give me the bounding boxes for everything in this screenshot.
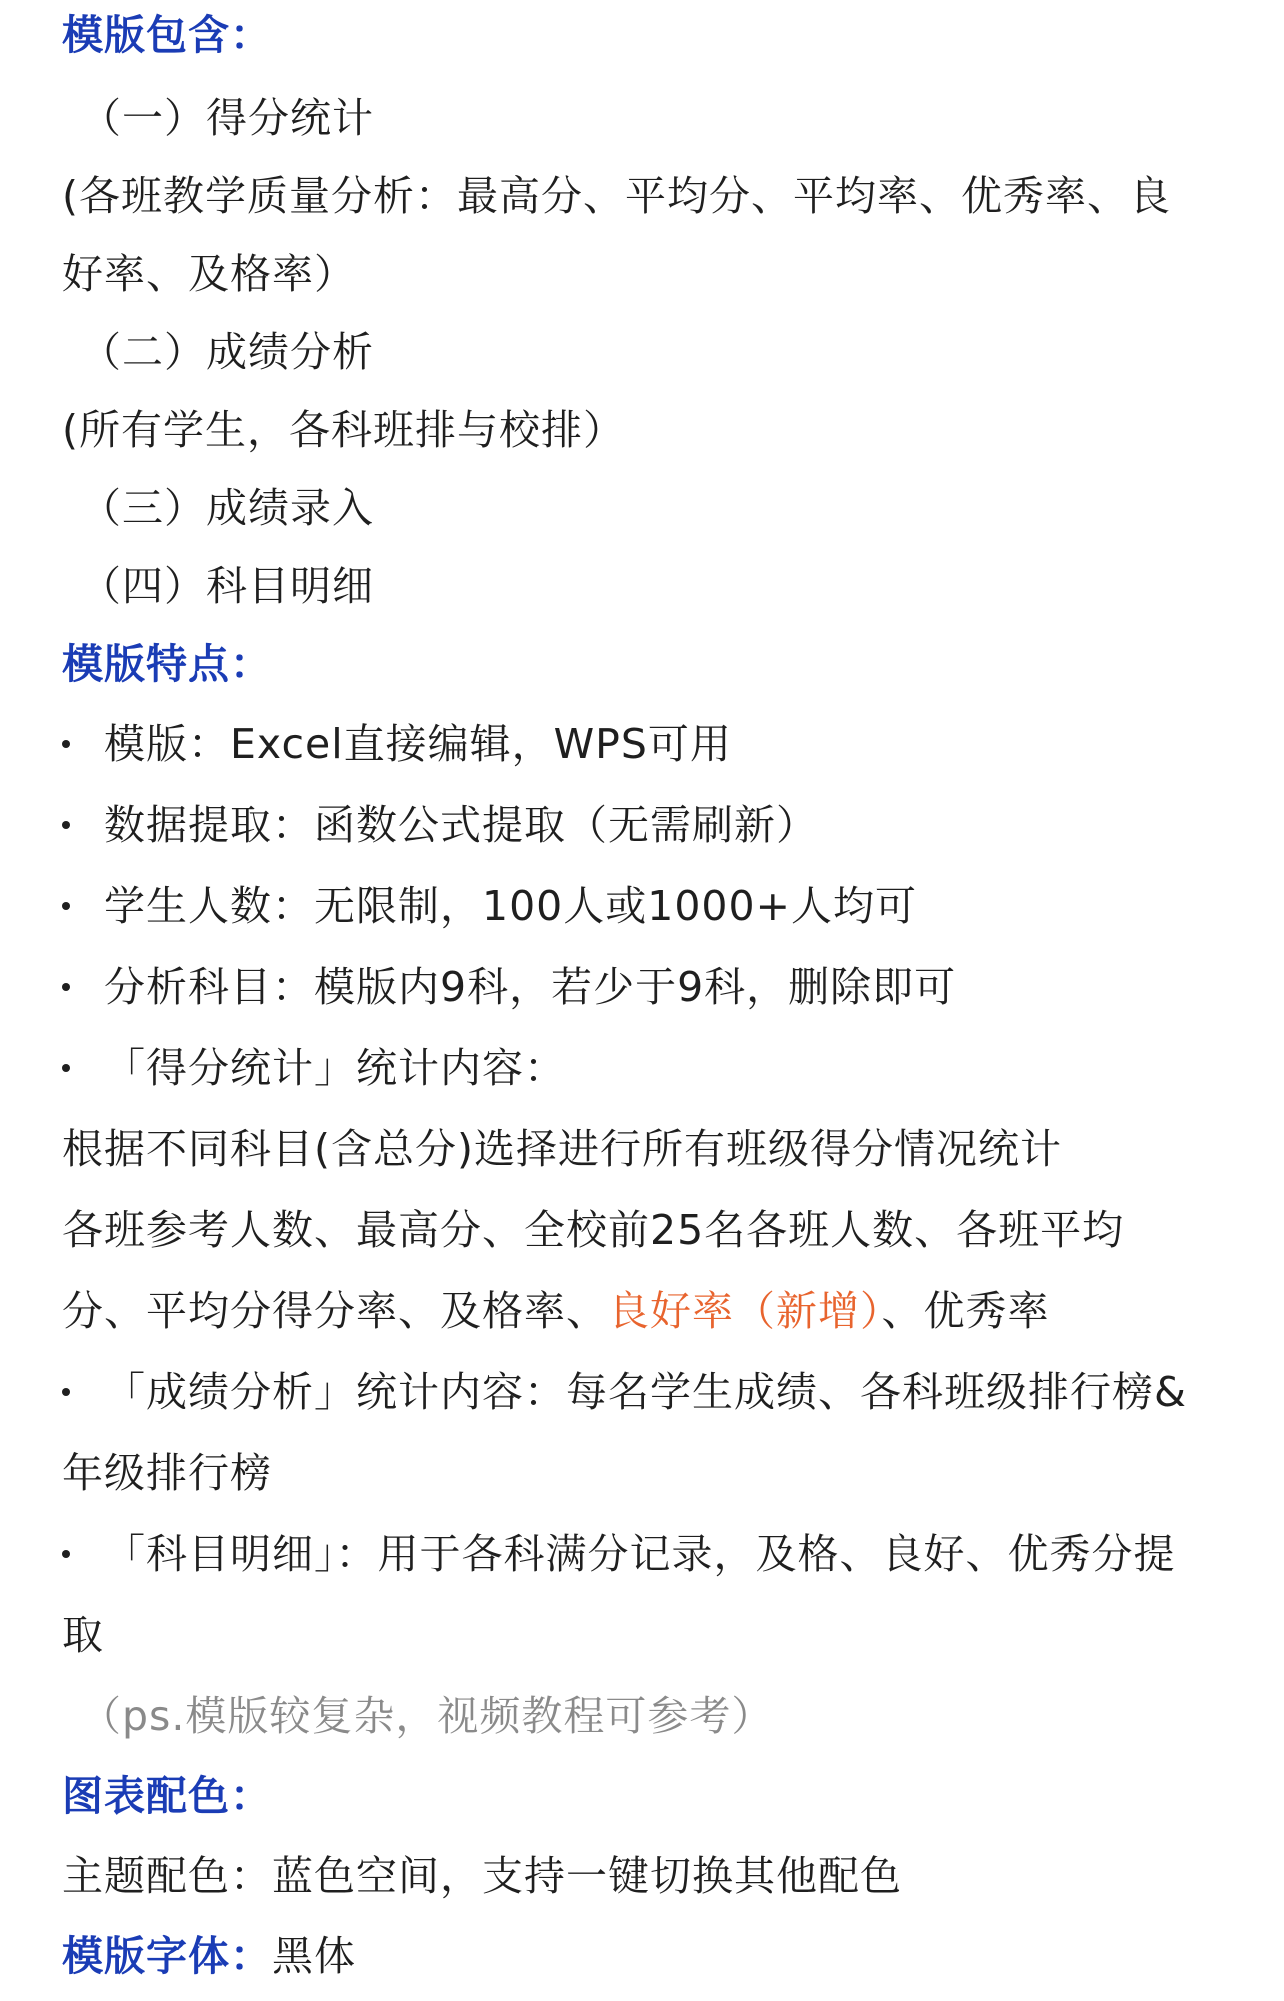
feature-text: 「科目明细」：用于各科满分记录，及格、良好、优秀分提 <box>104 1530 1176 1578</box>
feature-text: 模版：Excel直接编辑，WPS可用 <box>104 720 732 768</box>
bullet-dot <box>62 1388 70 1396</box>
score-stats-desc-1: 根据不同科目(含总分)选择进行所有班级得分情况统计 <box>62 1125 1062 1173</box>
heading-chart-colors: 图表配色： <box>62 1772 272 1820</box>
feature-bullet-subject-detail <box>62 1524 1254 1584</box>
feature-text: 「成绩分析」统计内容：每名学生成绩、各科班级排行榜& <box>104 1368 1187 1416</box>
subject-detail-cont: 取 <box>62 1611 104 1659</box>
bullet-dot <box>62 740 70 748</box>
score-stats-desc-3c: 、优秀率 <box>881 1287 1050 1335</box>
feature-bullet-data-extract <box>62 795 1254 855</box>
tutorial-note: （ps.模版较复杂，视频教程可参考） <box>80 1692 774 1740</box>
feature-bullet-student-count <box>62 876 1254 936</box>
feature-bullet-score-stats <box>62 1038 1254 1098</box>
heading-template-features: 模版特点： <box>62 640 272 688</box>
feature-bullet-score-analysis <box>62 1362 1254 1422</box>
bullet-dot <box>62 1550 70 1558</box>
feature-bullet-subjects <box>62 957 1254 1017</box>
bullet-dot <box>62 821 70 829</box>
contents-desc-ranking: (所有学生，各科班排与校排） <box>62 406 625 454</box>
feature-text: 学生人数：无限制，100人或1000+人均可 <box>104 882 917 930</box>
score-stats-desc-2: 各班参考人数、最高分、全校前25名各班人数、各班平均 <box>62 1206 1125 1254</box>
new-feature-highlight: 良好率（新增） <box>608 1287 882 1335</box>
feature-text: 数据提取：函数公式提取（无需刷新） <box>104 801 818 849</box>
heading-template-contents: 模版包含： <box>62 11 272 59</box>
score-analysis-cont: 年级排行榜 <box>62 1449 272 1497</box>
feature-text: 分析科目：模版内9科，若少于9科，删除即可 <box>104 963 957 1011</box>
contents-desc-quality-analysis: (各班教学质量分析：最高分、平均分、平均率、优秀率、良 <box>62 172 1171 220</box>
theme-color-text: 主题配色：蓝色空间，支持一键切换其他配色 <box>62 1852 902 1900</box>
heading-template-font: 模版字体： <box>62 1932 272 1980</box>
feature-bullet-template <box>62 714 1254 774</box>
bullet-dot <box>62 902 70 910</box>
contents-desc-quality-analysis-cont: 好率、及格率） <box>62 250 356 298</box>
bullet-dot <box>62 983 70 991</box>
contents-item-score-stats: （一）得分统计 <box>80 94 374 142</box>
contents-item-subject-detail: （四）科目明细 <box>80 562 374 610</box>
contents-item-score-entry: （三）成绩录入 <box>80 484 374 532</box>
score-stats-desc-3a: 分、平均分得分率、及格率、 <box>62 1287 608 1335</box>
score-stats-desc-3 <box>62 1281 1254 1341</box>
feature-text: 「得分统计」统计内容： <box>104 1044 566 1092</box>
contents-item-score-analysis: （二）成绩分析 <box>80 328 374 376</box>
font-value: 黑体 <box>272 1932 356 1980</box>
bullet-dot <box>62 1064 70 1072</box>
font-row <box>62 1926 1254 1986</box>
